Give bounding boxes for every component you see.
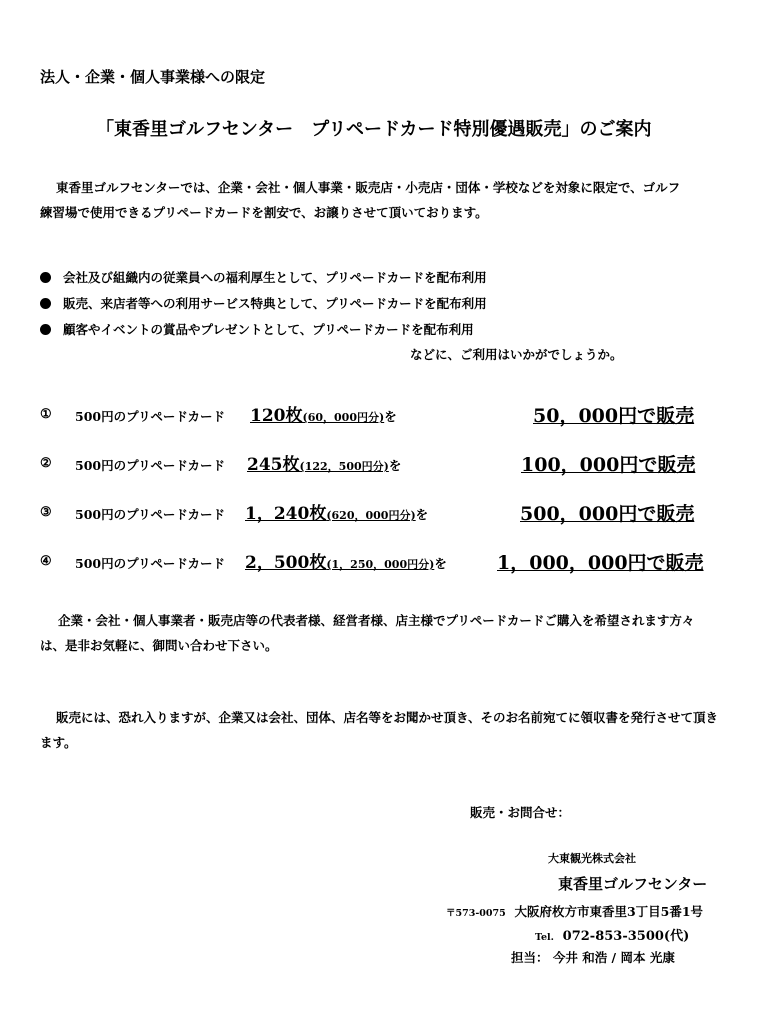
phone-line bbox=[535, 925, 689, 944]
offer-card: 500円のプリペードカード bbox=[75, 409, 225, 424]
offer-quantity-group bbox=[245, 548, 447, 573]
receipt-paragraph bbox=[40, 705, 730, 755]
receipt-line-1: 販売には、恐れ入りますが、企業又は会社、団体、店名等をお聞かせ頂き、そのお名前宛てに領収書を発行させて頂き bbox=[56, 710, 719, 725]
bullet-item bbox=[40, 294, 487, 312]
offer-face-value: (620，000円分) bbox=[326, 509, 416, 522]
bullet-text: 販売、来店者等への利用サービス特典として、プリペードカードを配布利用 bbox=[63, 296, 487, 311]
intro-line-1: 東香里ゴルフセンターでは、企業・会社・個人事業・販売店・小売店・団体・学校などを対象に限定で、ゴルフ bbox=[56, 180, 681, 195]
phone-number: 072-853-3500(代) bbox=[562, 929, 690, 944]
offer-number: ② bbox=[40, 456, 52, 471]
target-audience-heading: 法人・企業・個人事業様への限定 bbox=[40, 68, 266, 86]
offer-particle: を bbox=[388, 458, 402, 473]
bullet-icon bbox=[40, 324, 51, 335]
bullet-icon bbox=[40, 298, 51, 309]
center-name: 東香里ゴルフセンター bbox=[558, 875, 708, 893]
postal-code: 〒573-0075 bbox=[446, 908, 506, 919]
staff-line: 担当： 今井 和浩 / 岡本 光康 bbox=[511, 950, 675, 965]
offer-number: ① bbox=[40, 407, 52, 422]
phone-label: Tel. bbox=[535, 932, 554, 943]
offer-face-value: (1，250，000円分) bbox=[326, 558, 435, 571]
offer-number: ③ bbox=[40, 505, 52, 520]
contact-heading: 販売・お問合せ： bbox=[470, 805, 571, 820]
bullet-item bbox=[40, 268, 487, 286]
offer-particle: を bbox=[415, 507, 429, 522]
offer-quantity: 1，240枚 bbox=[245, 504, 327, 524]
address: 大阪府枚方市東香里3丁目5番1号 bbox=[514, 904, 704, 919]
offer-particle: を bbox=[434, 556, 447, 571]
offer-quantity: 2，500枚 bbox=[245, 553, 327, 573]
bullet-icon bbox=[40, 272, 51, 283]
offer-particle: を bbox=[384, 409, 397, 424]
bullet-text: 顧客やイベントの賞品やプレゼントとして、プリペードカードを配布利用 bbox=[63, 322, 474, 337]
offer-quantity-group bbox=[250, 401, 397, 426]
offer-price: 1，000，000円で販売 bbox=[497, 552, 704, 574]
offer-card: 500円のプリペードカード bbox=[75, 507, 225, 522]
receipt-line-2: ます。 bbox=[40, 735, 77, 750]
offer-quantity-group bbox=[245, 499, 428, 524]
bullet-text: 会社及び組織内の従業員への福利厚生として、プリペードカードを配布利用 bbox=[63, 270, 487, 285]
offer-number: ④ bbox=[40, 554, 52, 569]
company-name: 大東観光株式会社 bbox=[548, 852, 636, 865]
offer-price: 500，000円で販売 bbox=[520, 503, 695, 525]
bullets-closing: などに、ご利用はいかがでしょうか。 bbox=[410, 347, 623, 362]
invite-line-2: は、是非お気軽に、御問い合わせ下さい。 bbox=[40, 638, 278, 653]
page-title: 「東香里ゴルフセンター プリペードカード特別優遇販売」のご案内 bbox=[96, 119, 652, 140]
intro-paragraph bbox=[40, 175, 730, 225]
offer-price: 100，000円で販売 bbox=[521, 454, 696, 476]
invite-paragraph bbox=[40, 608, 730, 658]
offer-quantity-group bbox=[247, 450, 401, 475]
offer-face-value: (60，000円分) bbox=[302, 411, 385, 424]
offer-price: 50，000円で販売 bbox=[533, 405, 695, 427]
offer-card: 500円のプリペードカード bbox=[75, 556, 225, 571]
intro-line-2: 練習場で使用できるプリペードカードを割安で、お譲りさせて頂いております。 bbox=[40, 205, 488, 220]
bullet-item bbox=[40, 320, 474, 338]
address-line bbox=[446, 902, 703, 920]
offer-face-value: (122，500円分) bbox=[299, 460, 389, 473]
offer-card: 500円のプリペードカード bbox=[75, 458, 225, 473]
offer-quantity: 120枚 bbox=[250, 406, 303, 426]
offer-quantity: 245枚 bbox=[247, 455, 300, 475]
invite-line-1: 企業・会社・個人事業者・販売店等の代表者様、経営者様、店主様でプリペードカードご購入を希望されます方々 bbox=[58, 613, 695, 628]
